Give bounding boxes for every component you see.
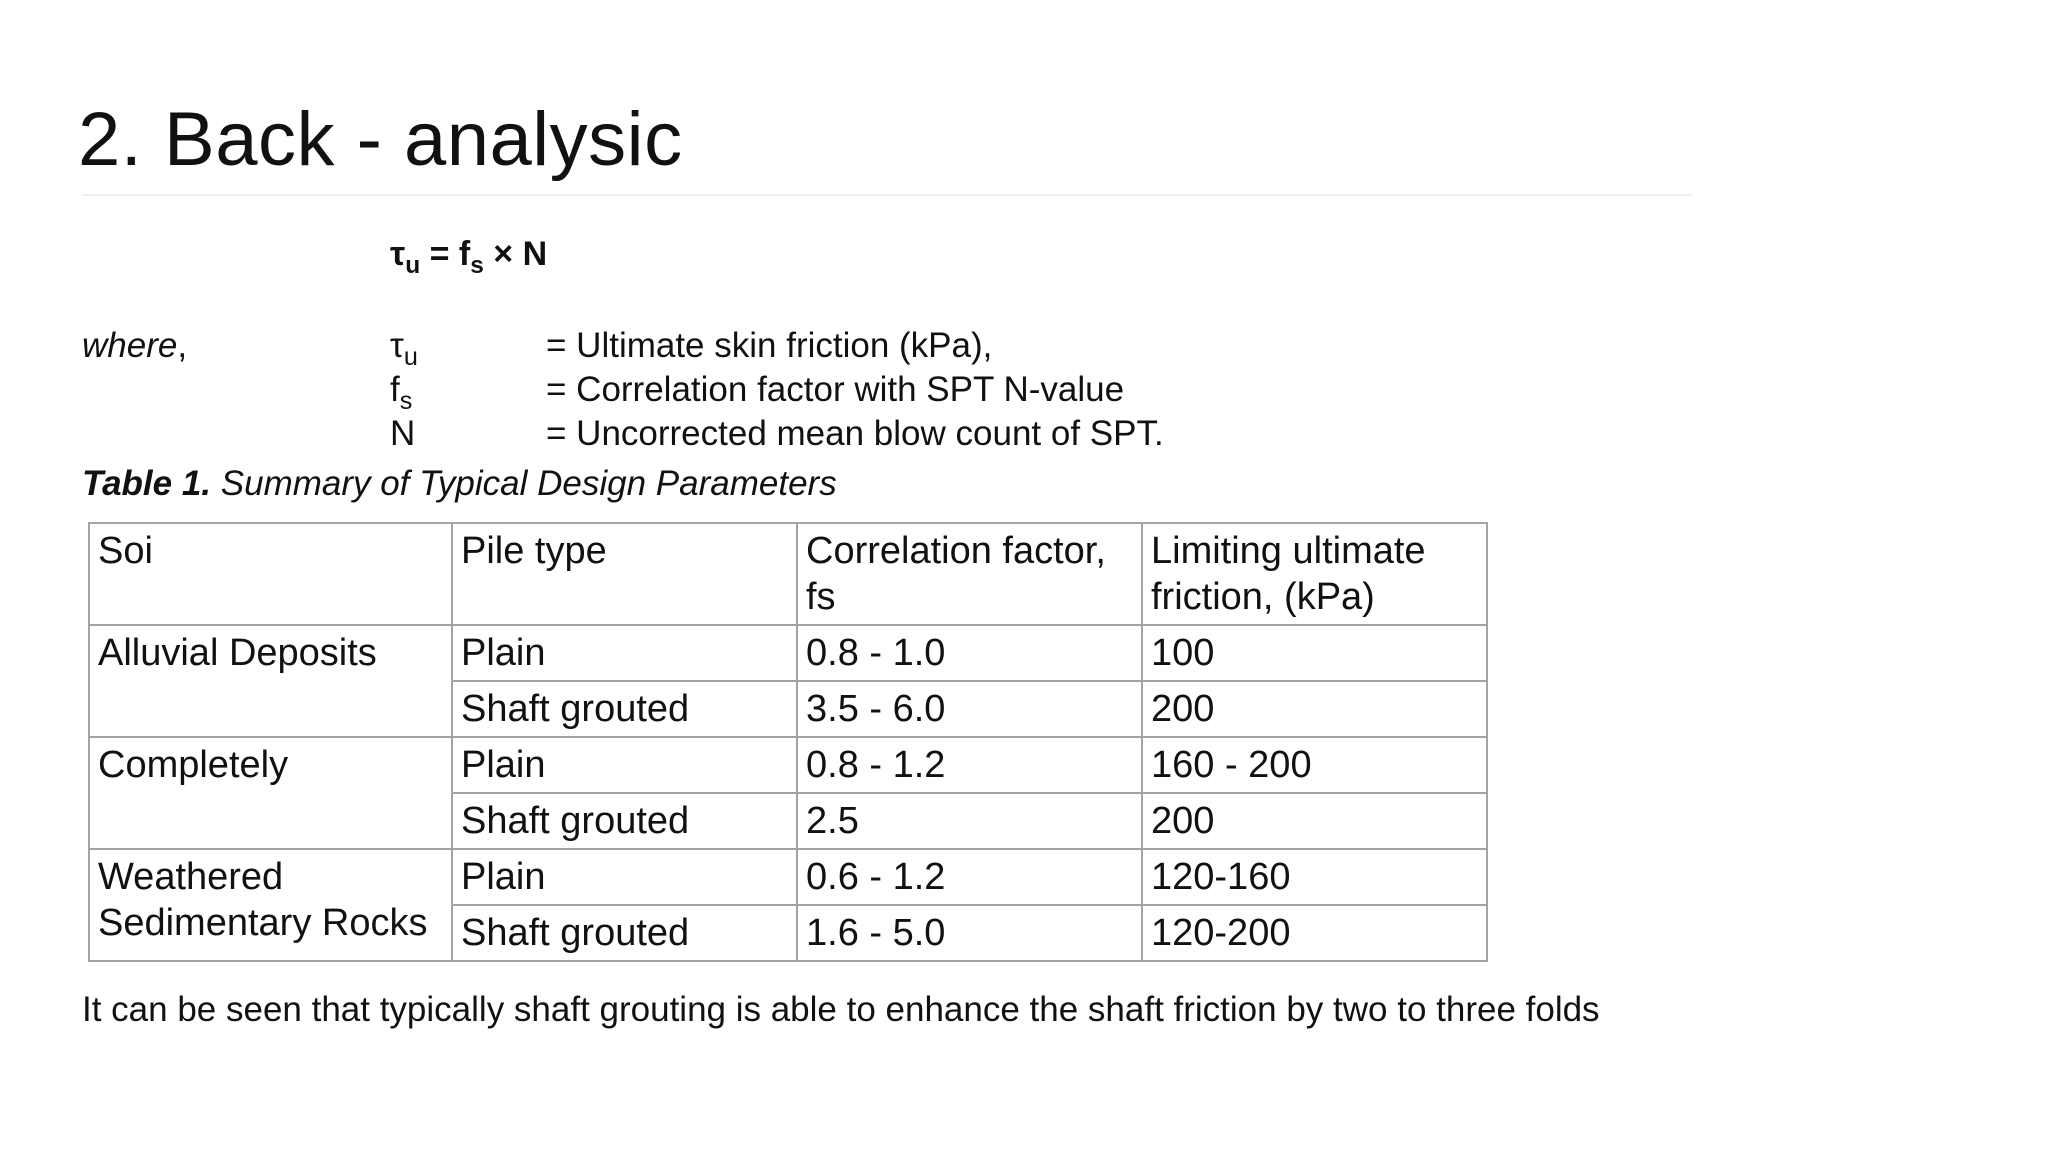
formula-equals: = — [420, 235, 459, 273]
friction-cell: 200 — [1142, 793, 1487, 849]
pile-type-cell: Shaft grouted — [452, 681, 797, 737]
formula-factor-subscript: s — [470, 251, 484, 279]
table-row — [89, 737, 1487, 793]
factor-cell: 0.8 - 1.2 — [797, 737, 1142, 793]
where-word: where — [82, 326, 178, 365]
friction-cell: 120-200 — [1142, 905, 1487, 961]
definition-symbol: N — [390, 414, 416, 453]
soil-cell: Weathered Sedimentary Rocks — [89, 849, 452, 961]
formula-lhs-symbol: τ — [390, 235, 406, 273]
factor-cell: 0.8 - 1.0 — [797, 625, 1142, 681]
formula-factor-symbol: f — [458, 235, 471, 273]
formula — [390, 234, 548, 279]
header-pile-type: Pile type — [452, 523, 797, 625]
factor-cell: 0.6 - 1.2 — [797, 849, 1142, 905]
design-parameters-table — [88, 522, 1488, 962]
header-limiting-friction: Limiting ultimate friction, (kPa) — [1142, 523, 1487, 625]
definition-symbol: $\tau_u$ — [390, 326, 418, 372]
friction-cell: 160 - 200 — [1142, 737, 1487, 793]
factor-cell: 2.5 — [797, 793, 1142, 849]
header-correlation-factor: Correlation factor, fs — [797, 523, 1142, 625]
where-label — [82, 326, 187, 366]
factor-cell: 3.5 - 6.0 — [797, 681, 1142, 737]
definition-text: = Uncorrected mean blow count of SPT. — [546, 414, 1164, 453]
slide-title: 2. Back - analysic — [78, 97, 683, 182]
friction-cell: 120-160 — [1142, 849, 1487, 905]
friction-cell: 200 — [1142, 681, 1487, 737]
pile-type-cell: Plain — [452, 737, 797, 793]
table-caption-number: Table 1. — [82, 464, 212, 503]
table-caption-text: Summary of Typical Design Parameters — [211, 464, 837, 503]
table-row — [89, 849, 1487, 905]
definition-text: = Correlation factor with SPT N-value — [546, 370, 1125, 409]
pile-type-cell: Shaft grouted — [452, 793, 797, 849]
formula-rest: × N — [483, 235, 548, 273]
definition-text: = Ultimate skin friction (kPa), — [546, 326, 993, 365]
definition-symbol: $f_s$ — [390, 370, 413, 416]
table-row — [89, 625, 1487, 681]
friction-cell: 100 — [1142, 625, 1487, 681]
table-header-row — [89, 523, 1487, 625]
title-divider — [82, 194, 1692, 196]
soil-cell: Alluvial Deposits — [89, 625, 452, 737]
pile-type-cell: Plain — [452, 625, 797, 681]
pile-type-cell: Plain — [452, 849, 797, 905]
header-soil: Soi — [89, 523, 452, 625]
table-caption — [82, 464, 837, 504]
conclusion-text: It can be seen that typically shaft grouting is able to enhance the shaft friction by two to three folds — [82, 990, 1600, 1029]
factor-cell: 1.6 - 5.0 — [797, 905, 1142, 961]
where-comma: , — [177, 326, 188, 365]
formula-lhs-subscript: u — [405, 251, 421, 279]
soil-cell: Completely — [89, 737, 452, 849]
pile-type-cell: Shaft grouted — [452, 905, 797, 961]
